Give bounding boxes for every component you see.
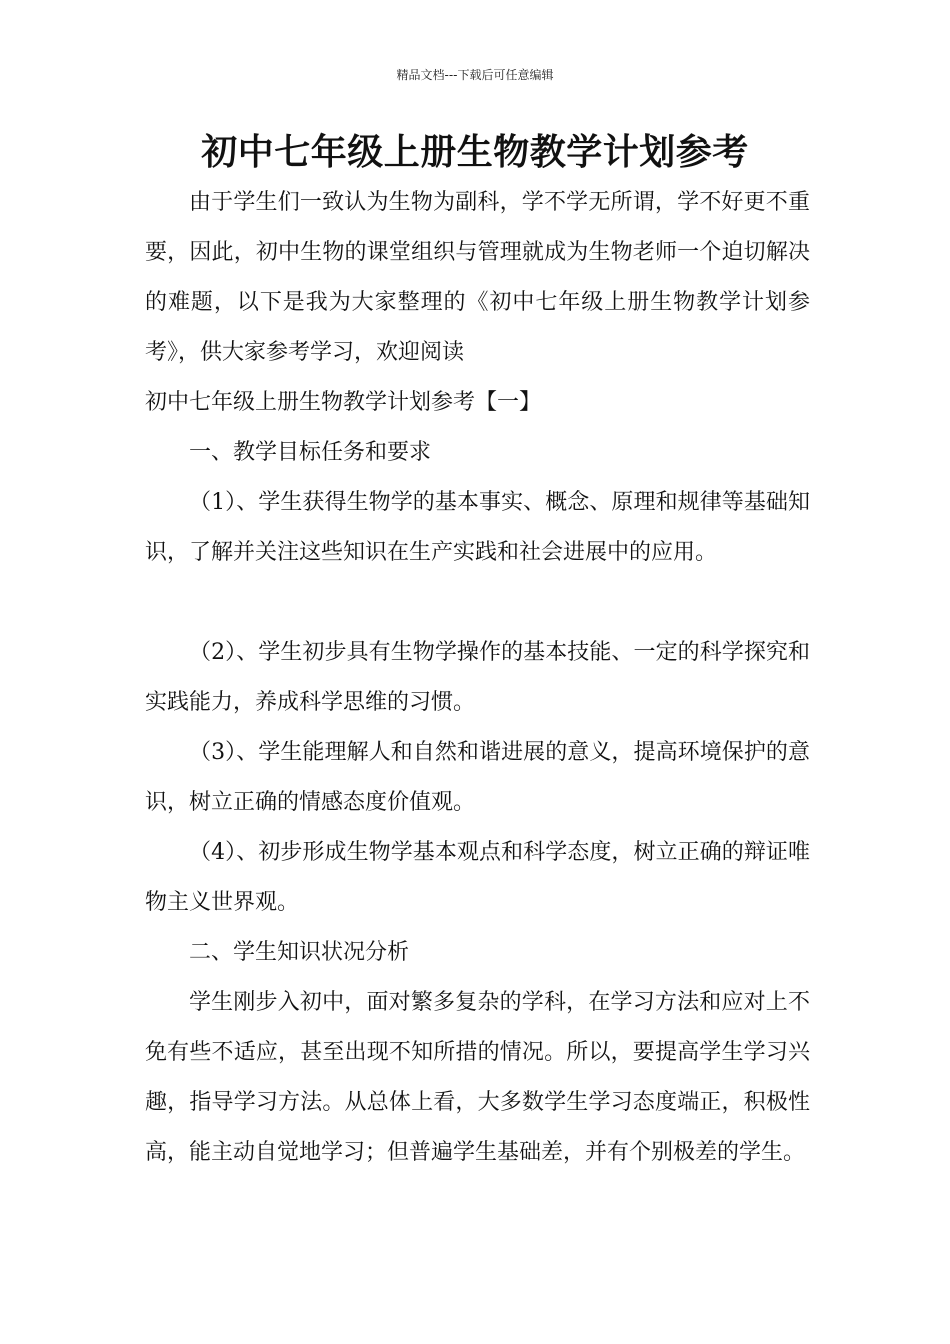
goal-paragraph-1: （1）、学生获得生物学的基本事实、概念、原理和规律等基础知识，了解并关注这些知识在生产实践和社会进展中的应用。 (145, 490, 810, 565)
document-body (145, 178, 810, 1178)
paragraph-gap (145, 578, 810, 628)
intro-paragraph: 由于学生们一致认为生物为副科，学不学无所谓，学不好更不重要，因此，初中生物的课堂组织与管理就成为生物老师一个迫切解决的难题，以下是我为大家整理的《初中七年级上册生物教学计划参考》，供大家参考学习，欢迎阅读 (145, 190, 810, 365)
goal-paragraph-4: （4）、初步形成生物学基本观点和科学态度，树立正确的辩证唯物主义世界观。 (145, 840, 810, 915)
goal-paragraph-2: （2）、学生初步具有生物学操作的基本技能、一定的科学探究和实践能力，养成科学思维的习惯。 (145, 640, 810, 715)
analysis-paragraph: 学生刚步入初中，面对繁多复杂的学科，在学习方法和应对上不免有些不适应，甚至出现不知所措的情况。所以，要提高学生学习兴趣，指导学习方法。从总体上看，大多数学生学习态度端正，积极性高，能主动自觉地学习；但普遍学生基础差，并有个别极差的学生。 (145, 990, 810, 1165)
goal-paragraph-3: （3）、学生能理解人和自然和谐进展的意义，提高环境保护的意识，树立正确的情感态度价值观。 (145, 740, 810, 815)
heading-teaching-goals: 一、教学目标任务和要求 (189, 440, 432, 465)
header-note: 精品文档---下载后可任意编辑 (396, 68, 554, 82)
document-title: 初中七年级上册生物教学计划参考 (201, 132, 749, 173)
heading-student-analysis: 二、学生知识状况分析 (189, 940, 410, 965)
section-title: 初中七年级上册生物教学计划参考【一】 (145, 390, 542, 415)
